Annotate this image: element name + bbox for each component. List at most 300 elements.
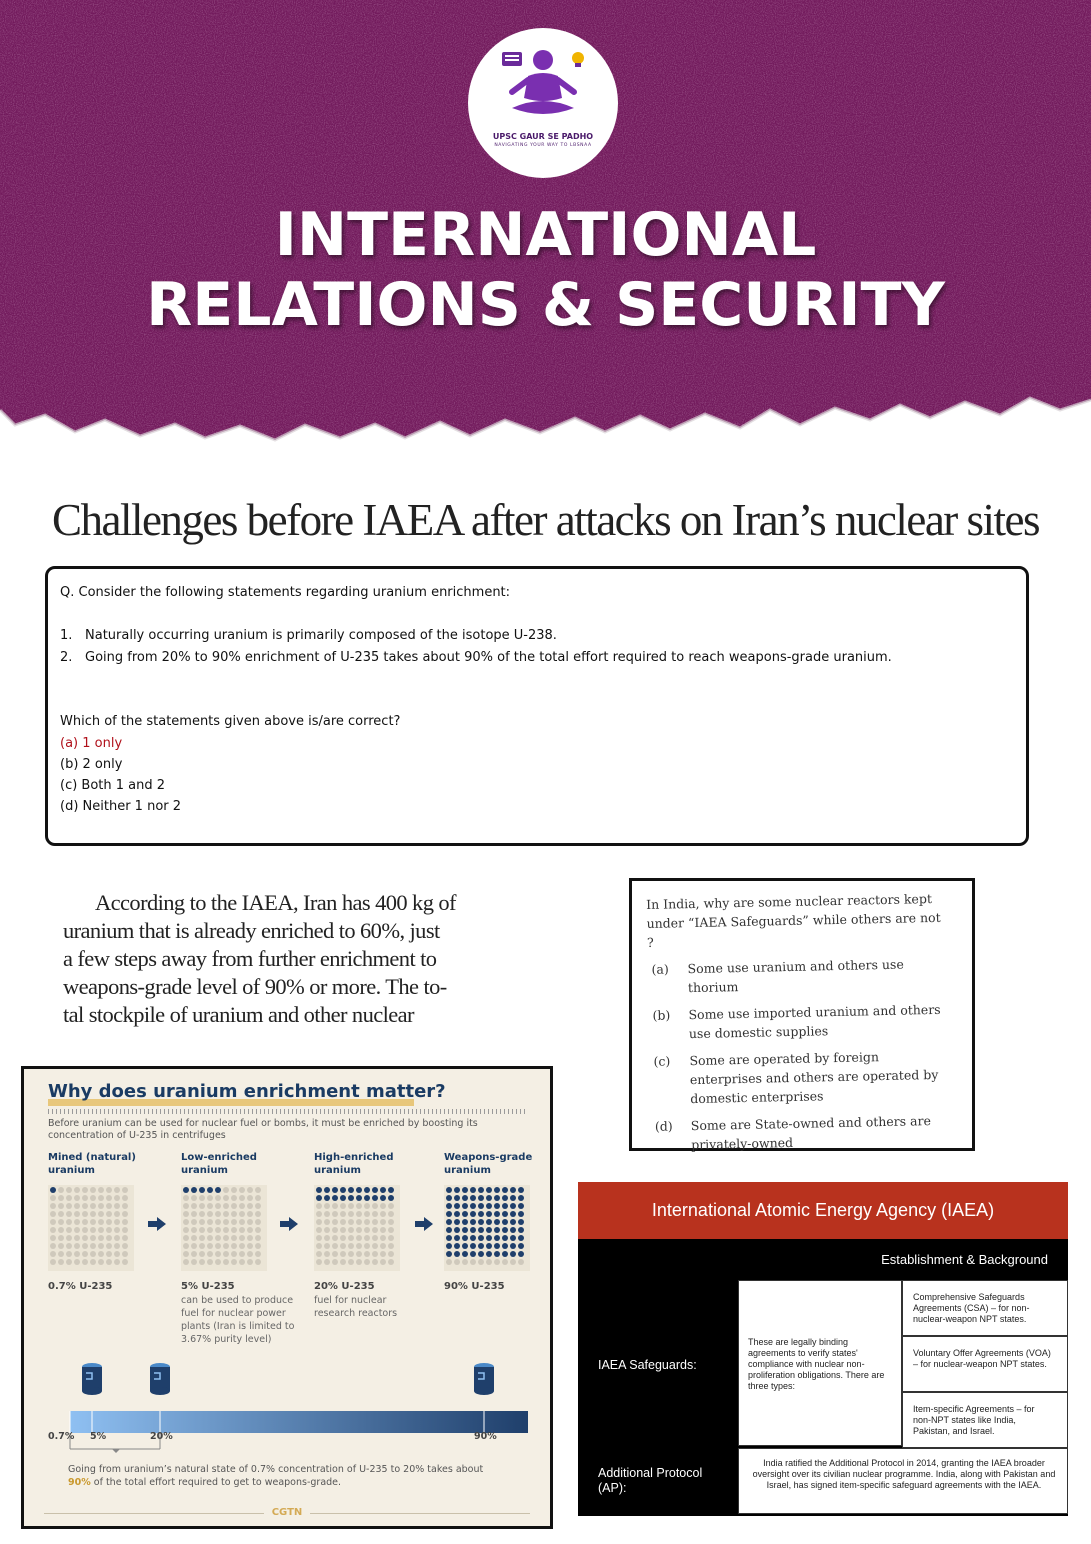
dot-natural (380, 1259, 386, 1265)
dot-natural (470, 1259, 476, 1265)
dot-natural (255, 1211, 261, 1217)
dot-natural (316, 1251, 322, 1257)
dot-natural (239, 1203, 245, 1209)
news-excerpt (63, 889, 483, 1029)
dot-natural (106, 1243, 112, 1249)
dot-natural (50, 1195, 56, 1201)
dot-natural (247, 1243, 253, 1249)
dot-enriched (348, 1187, 354, 1193)
dot-enriched (486, 1235, 492, 1241)
dot-natural (356, 1259, 362, 1265)
dot-natural (82, 1251, 88, 1257)
option-d: (d) Neither 1 nor 2 (60, 799, 182, 814)
dot-enriched (494, 1243, 500, 1249)
dot-natural (74, 1195, 80, 1201)
dot-enriched (518, 1211, 524, 1217)
dot-natural (90, 1203, 96, 1209)
dot-natural (122, 1259, 128, 1265)
dot-natural (74, 1259, 80, 1265)
dot-natural (207, 1259, 213, 1265)
dot-natural (215, 1259, 221, 1265)
dot-natural (239, 1251, 245, 1257)
dot-natural (486, 1259, 492, 1265)
dot-natural (316, 1219, 322, 1225)
dot-natural (58, 1227, 64, 1233)
statement-2 (60, 650, 892, 665)
stage-percent: 0.7% U-235 (48, 1281, 113, 1292)
dot-enriched (518, 1187, 524, 1193)
dot-enriched (324, 1187, 330, 1193)
dot-natural (191, 1211, 197, 1217)
barrel-icon (82, 1363, 102, 1395)
dot-enriched (510, 1211, 516, 1217)
dot-natural (324, 1259, 330, 1265)
dot-natural (332, 1227, 338, 1233)
table-subheader: Establishment & Background (881, 1252, 1048, 1267)
dot-natural (255, 1195, 261, 1201)
dot-enriched (364, 1187, 370, 1193)
stage-percent: 20% U-235 (314, 1281, 375, 1292)
dot-natural (122, 1195, 128, 1201)
dot-natural (239, 1235, 245, 1241)
dot-natural (74, 1227, 80, 1233)
dot-natural (114, 1251, 120, 1257)
infographic-title: Why does uranium enrichment matter? (48, 1081, 446, 1102)
brand-logo (468, 28, 618, 178)
dot-natural (316, 1243, 322, 1249)
table-header: International Atomic Energy Agency (IAEA) (578, 1182, 1068, 1239)
dot-natural (255, 1203, 261, 1209)
dot-natural (114, 1259, 120, 1265)
dot-natural (106, 1219, 112, 1225)
dot-natural (183, 1259, 189, 1265)
dot-natural (231, 1259, 237, 1265)
axis-tick-label: 5% (90, 1431, 107, 1442)
arrow-right-icon (280, 1217, 298, 1231)
dot-natural (388, 1203, 394, 1209)
dot-natural (66, 1227, 72, 1233)
dot-natural (90, 1243, 96, 1249)
dot-natural (114, 1195, 120, 1201)
dot-natural (90, 1259, 96, 1265)
dot-natural (199, 1259, 205, 1265)
dot-natural (388, 1235, 394, 1241)
dot-enriched (510, 1203, 516, 1209)
dot-natural (239, 1243, 245, 1249)
dot-natural (239, 1195, 245, 1201)
dot-enriched (462, 1235, 468, 1241)
dot-enriched (340, 1187, 346, 1193)
dot-natural (255, 1219, 261, 1225)
page-title (0, 200, 1091, 340)
dot-grid (181, 1185, 267, 1271)
dot-natural (388, 1219, 394, 1225)
stage-title: High-enriched uranium (314, 1152, 394, 1176)
dot-natural (380, 1251, 386, 1257)
dot-natural (364, 1251, 370, 1257)
dot-natural (372, 1243, 378, 1249)
dot-natural (50, 1251, 56, 1257)
dot-natural (66, 1243, 72, 1249)
dot-natural (316, 1235, 322, 1241)
dot-natural (364, 1219, 370, 1225)
dot-natural (207, 1227, 213, 1233)
dot-natural (199, 1227, 205, 1233)
dot-natural (90, 1227, 96, 1233)
dot-enriched (478, 1195, 484, 1201)
footnote-text: of the total effort required to get to weapons-grade. (93, 1477, 342, 1488)
dot-natural (356, 1227, 362, 1233)
dot-natural (122, 1211, 128, 1217)
dot-enriched (510, 1219, 516, 1225)
dot-natural (50, 1219, 56, 1225)
source-credit: CGTN (271, 1507, 303, 1518)
dot-natural (106, 1203, 112, 1209)
dot-natural (183, 1227, 189, 1233)
dot-natural (50, 1203, 56, 1209)
dot-natural (239, 1211, 245, 1217)
dot-natural (348, 1251, 354, 1257)
dot-enriched (494, 1227, 500, 1233)
dot-natural (510, 1259, 516, 1265)
dot-enriched (494, 1203, 500, 1209)
dot-natural (332, 1259, 338, 1265)
option-label: (c) (653, 1053, 671, 1069)
dot-natural (90, 1251, 96, 1257)
dot-natural (518, 1259, 524, 1265)
dot-enriched (462, 1227, 468, 1233)
dot-natural (183, 1195, 189, 1201)
dot-natural (502, 1259, 508, 1265)
dot-enriched (478, 1187, 484, 1193)
protocol-description-cell (738, 1448, 1068, 1514)
dot-natural (364, 1243, 370, 1249)
dot-enriched (478, 1203, 484, 1209)
dot-enriched (478, 1251, 484, 1257)
dot-natural (332, 1251, 338, 1257)
row-label-additional-protocol: Additional Protocol (AP): (598, 1466, 703, 1495)
dot-enriched (478, 1219, 484, 1225)
dot-enriched (340, 1195, 346, 1201)
dot-natural (324, 1235, 330, 1241)
dot-natural (58, 1187, 64, 1193)
dot-natural (388, 1227, 394, 1233)
dot-enriched (470, 1227, 476, 1233)
dot-natural (380, 1219, 386, 1225)
dot-enriched (518, 1227, 524, 1233)
dot-enriched (470, 1219, 476, 1225)
dot-natural (191, 1195, 197, 1201)
dot-enriched (486, 1187, 492, 1193)
dot-enriched (494, 1219, 500, 1225)
dot-enriched (446, 1195, 452, 1201)
dot-enriched (502, 1251, 508, 1257)
dot-enriched (183, 1187, 189, 1193)
stage-title: Mined (natural) uranium (48, 1152, 136, 1176)
footnote-highlight: 90% (68, 1477, 91, 1488)
dot-natural (191, 1251, 197, 1257)
dot-natural (58, 1219, 64, 1225)
dot-natural (372, 1259, 378, 1265)
dot-enriched (518, 1251, 524, 1257)
dot-natural (223, 1235, 229, 1241)
dot-natural (183, 1251, 189, 1257)
dot-natural (122, 1187, 128, 1193)
dot-natural (191, 1243, 197, 1249)
barrel-icon (150, 1363, 170, 1395)
dot-natural (74, 1219, 80, 1225)
dot-natural (98, 1219, 104, 1225)
dot-enriched (494, 1235, 500, 1241)
dot-enriched (478, 1227, 484, 1233)
dot-natural (255, 1187, 261, 1193)
dot-enriched (518, 1219, 524, 1225)
dot-enriched (446, 1187, 452, 1193)
dot-natural (74, 1251, 80, 1257)
dot-natural (74, 1187, 80, 1193)
stage-low-enriched (181, 1151, 301, 1345)
dot-enriched (510, 1227, 516, 1233)
dot-natural (380, 1211, 386, 1217)
dot-natural (199, 1203, 205, 1209)
dot-natural (207, 1219, 213, 1225)
dot-natural (106, 1187, 112, 1193)
dot-enriched (494, 1187, 500, 1193)
dot-natural (82, 1203, 88, 1209)
dot-natural (58, 1211, 64, 1217)
dot-enriched (454, 1235, 460, 1241)
dot-natural (98, 1235, 104, 1241)
dot-natural (74, 1243, 80, 1249)
dot-enriched (502, 1195, 508, 1201)
dot-natural (446, 1259, 452, 1265)
dot-natural (231, 1243, 237, 1249)
dot-enriched (486, 1251, 492, 1257)
option-label: (a) (651, 961, 669, 977)
dot-natural (388, 1259, 394, 1265)
dot-natural (114, 1187, 120, 1193)
stage-weapons-grade (444, 1151, 553, 1292)
safeguard-type: Voluntary Offer Agreements (VOA) – for nuclear-weapon NPT states. (913, 1348, 1051, 1369)
dot-enriched (454, 1251, 460, 1257)
dot-natural (316, 1227, 322, 1233)
dot-natural (380, 1227, 386, 1233)
dot-natural (215, 1227, 221, 1233)
dot-natural (50, 1259, 56, 1265)
dot-enriched (510, 1235, 516, 1241)
dot-natural (364, 1259, 370, 1265)
pyq-option-d (651, 1111, 952, 1155)
dot-natural (191, 1235, 197, 1241)
dot-enriched (454, 1243, 460, 1249)
axis-tick-label: 0.7% (48, 1431, 75, 1442)
title-line-1: INTERNATIONAL (274, 200, 817, 270)
dot-natural (74, 1235, 80, 1241)
option-a-answer: (a) 1 only (60, 736, 123, 751)
dot-natural (90, 1187, 96, 1193)
dot-enriched (356, 1195, 362, 1201)
dot-natural (199, 1243, 205, 1249)
safeguards-description-cell (738, 1280, 902, 1446)
enrichment-infographic (21, 1066, 553, 1529)
brand-tagline: NAVIGATING YOUR WAY TO LBSNAA (494, 143, 592, 148)
dot-enriched (462, 1243, 468, 1249)
dot-enriched (478, 1235, 484, 1241)
arrow-right-icon (148, 1217, 166, 1231)
dot-natural (364, 1211, 370, 1217)
dot-enriched (502, 1243, 508, 1249)
dot-enriched (388, 1195, 394, 1201)
pyq-option-a (647, 954, 948, 998)
dot-natural (215, 1211, 221, 1217)
safeguard-type: Comprehensive Safeguards Agreements (CSA) – for non-nuclear-weapon NPT states. (913, 1292, 1030, 1324)
dot-natural (388, 1243, 394, 1249)
dot-natural (324, 1227, 330, 1233)
dot-natural (332, 1243, 338, 1249)
dot-natural (372, 1211, 378, 1217)
dot-natural (239, 1187, 245, 1193)
dot-natural (66, 1259, 72, 1265)
dot-natural (388, 1211, 394, 1217)
dot-enriched (356, 1187, 362, 1193)
dot-natural (199, 1219, 205, 1225)
pyq-scan (629, 878, 975, 1151)
protocol-description: India ratified the Additional Protocol in 2014, granting the IAEA broader oversight over its civilian nuclear programme. India, along with Pakistan and Israel, has signed item-specific safeguard agreements with the IAEA. (752, 1458, 1056, 1490)
stage-note: can be used to produce fuel for nuclear power plants (Iran is limited to 3.67% purity level) (181, 1295, 295, 1345)
dot-natural (231, 1187, 237, 1193)
dot-enriched (446, 1235, 452, 1241)
dot-natural (215, 1219, 221, 1225)
dot-natural (356, 1251, 362, 1257)
dot-natural (364, 1227, 370, 1233)
dot-natural (90, 1211, 96, 1217)
dot-natural (478, 1259, 484, 1265)
dot-natural (122, 1203, 128, 1209)
dot-enriched (494, 1211, 500, 1217)
dot-natural (66, 1187, 72, 1193)
stage-high-enriched (314, 1151, 434, 1319)
dot-natural (82, 1211, 88, 1217)
dot-natural (191, 1259, 197, 1265)
dot-natural (82, 1195, 88, 1201)
dot-enriched (446, 1219, 452, 1225)
dot-natural (114, 1203, 120, 1209)
dot-enriched (454, 1195, 460, 1201)
dot-enriched (502, 1227, 508, 1233)
stage-percent: 90% U-235 (444, 1281, 505, 1292)
dot-enriched (494, 1195, 500, 1201)
excerpt-line: uranium that is already enriched to 60%, just (63, 918, 440, 943)
dot-natural (223, 1259, 229, 1265)
dot-natural (50, 1235, 56, 1241)
dot-natural (255, 1251, 261, 1257)
dot-natural (223, 1211, 229, 1217)
dot-natural (348, 1235, 354, 1241)
dot-grid (444, 1185, 530, 1271)
dot-enriched (518, 1243, 524, 1249)
dot-natural (82, 1187, 88, 1193)
dot-natural (199, 1211, 205, 1217)
option-b: (b) 2 only (60, 757, 123, 772)
dot-natural (199, 1235, 205, 1241)
dot-natural (114, 1219, 120, 1225)
dot-natural (199, 1195, 205, 1201)
dot-natural (58, 1259, 64, 1265)
dot-natural (348, 1227, 354, 1233)
dot-natural (207, 1251, 213, 1257)
stage-mined (48, 1151, 168, 1292)
stage-title: Weapons-grade uranium (444, 1152, 533, 1176)
dot-natural (324, 1211, 330, 1217)
dot-natural (348, 1259, 354, 1265)
article-headline: Challenges before IAEA after attacks on Iran’s nuclear sites (51, 495, 1040, 545)
dot-natural (66, 1203, 72, 1209)
dot-grid (314, 1185, 400, 1271)
dot-enriched (454, 1187, 460, 1193)
dot-natural (324, 1243, 330, 1249)
dot-natural (462, 1259, 468, 1265)
statement-number: 1. (60, 628, 73, 643)
stage-percent: 5% U-235 (181, 1281, 235, 1292)
dot-enriched (207, 1187, 213, 1193)
option-text: Some are State-owned and others are privately-owned (690, 1113, 932, 1153)
dot-natural (340, 1235, 346, 1241)
dot-natural (247, 1259, 253, 1265)
dot-natural (231, 1235, 237, 1241)
dot-natural (122, 1251, 128, 1257)
dot-natural (106, 1259, 112, 1265)
excerpt-line: weapons-grade level of 90% or more. The to- (63, 974, 447, 999)
dot-natural (324, 1203, 330, 1209)
excerpt-line: tal stockpile of uranium and other nuclear (63, 1002, 414, 1027)
dot-natural (356, 1203, 362, 1209)
dot-natural (372, 1227, 378, 1233)
dot-natural (340, 1243, 346, 1249)
dot-enriched (502, 1219, 508, 1225)
dot-natural (239, 1227, 245, 1233)
dot-enriched (372, 1187, 378, 1193)
question-prompt: Q. Consider the following statements regarding uranium enrichment: (60, 585, 511, 600)
title-line-2: RELATIONS & SECURITY (146, 270, 945, 340)
dot-natural (191, 1227, 197, 1233)
dot-natural (183, 1243, 189, 1249)
dot-natural (215, 1243, 221, 1249)
dot-natural (316, 1259, 322, 1265)
dot-natural (82, 1235, 88, 1241)
dot-natural (215, 1203, 221, 1209)
iaea-table (578, 1182, 1068, 1516)
dot-natural (364, 1235, 370, 1241)
question-box (45, 566, 1029, 846)
effort-bar (70, 1411, 528, 1433)
dot-natural (231, 1203, 237, 1209)
dot-enriched (332, 1195, 338, 1201)
safeguard-type-cell (902, 1336, 1068, 1392)
safeguard-type-cell (902, 1392, 1068, 1448)
dot-natural (340, 1219, 346, 1225)
dot-enriched (348, 1195, 354, 1201)
dot-natural (340, 1211, 346, 1217)
dot-natural (356, 1211, 362, 1217)
dot-natural (247, 1219, 253, 1225)
dot-natural (106, 1235, 112, 1241)
dot-enriched (486, 1219, 492, 1225)
arrow-right-icon (415, 1217, 433, 1231)
dot-natural (183, 1211, 189, 1217)
dot-enriched (478, 1211, 484, 1217)
dot-natural (74, 1203, 80, 1209)
stage-note: fuel for nuclear research reactors (314, 1295, 398, 1319)
